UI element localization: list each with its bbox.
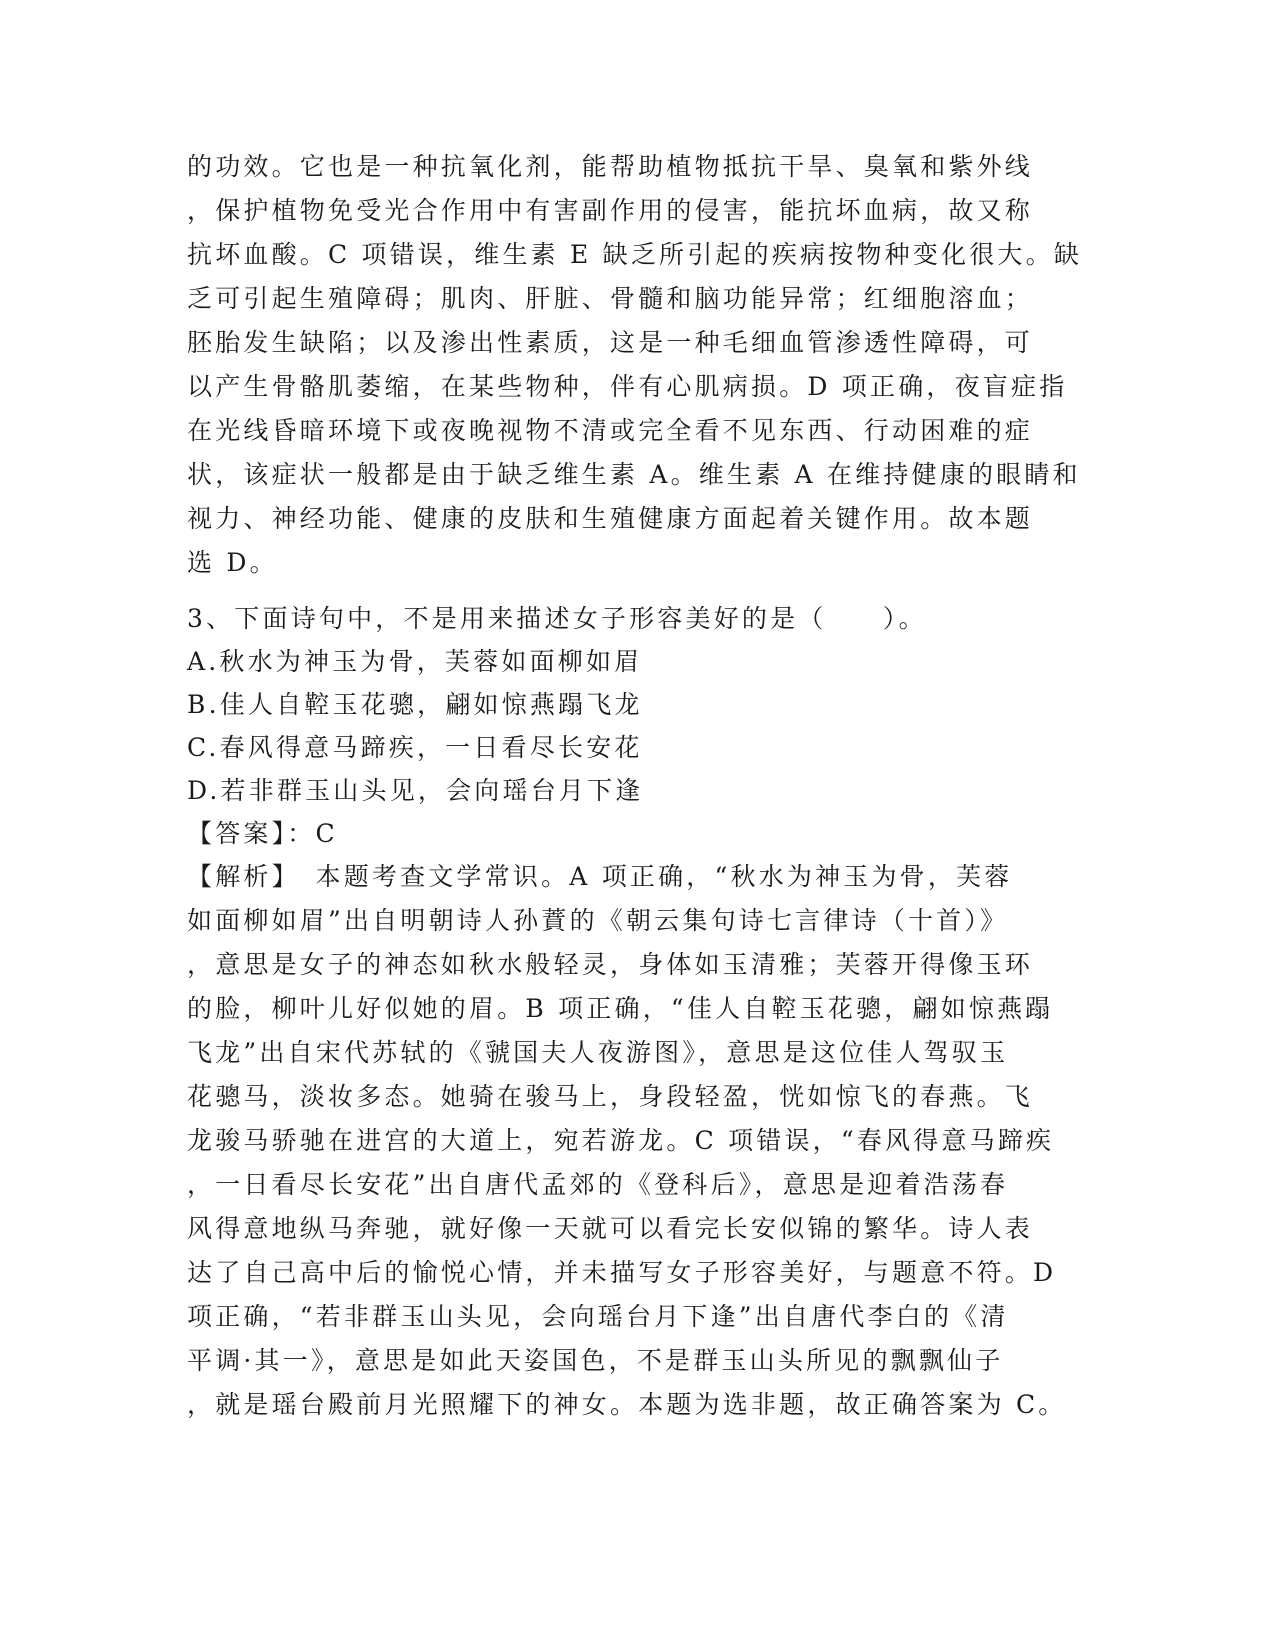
analysis-line: 的脸，柳叶儿好似她的眉。B 项正确，“佳人自鞚玉花骢，翩如惊燕蹋	[187, 994, 1054, 1023]
answer-line: 【答案】：C	[187, 819, 338, 848]
question-3	[187, 597, 1087, 1427]
analysis-line: 风得意地纵马奔驰，就好像一天就可以看完长安似锦的繁华。诗人表	[187, 1214, 1034, 1243]
question-stem: 3、下面诗句中，不是用来描述女子形容美好的是（ ）。	[187, 604, 927, 633]
analysis-line: 【解析】 本题考查文学常识。A 项正确，“秋水为神玉为骨，芙蓉	[187, 862, 1013, 891]
analysis-line: ，意思是女子的神态如秋水般轻灵，身体如玉清雅；芙蓉开得像玉环	[187, 950, 1034, 979]
analysis-line: 飞龙”出自宋代苏轼的《虢国夫人夜游图》，意思是这位佳人驾驭玉	[187, 1038, 1009, 1067]
analysis-line: 龙骏马骄驰在进宫的大道上，宛若游龙。C 项错误，“春风得意马蹄疾	[187, 1126, 1055, 1155]
option-b: B.佳人自鞚玉花骢，翩如惊燕蹋飞龙	[187, 690, 643, 719]
analysis-line: ，就是瑶台殿前月光照耀下的神女。本题为选非题，故正确答案为 C。	[187, 1390, 1067, 1419]
text-line: 以产生骨骼肌萎缩，在某些物种，伴有心肌病损。D 项正确，夜盲症指	[187, 372, 1068, 401]
text-line: 选 D。	[187, 548, 278, 577]
text-line: ，保护植物免受光合作用中有害副作用的侵害，能抗坏血病，故又称	[187, 196, 1034, 225]
text-line: 的功效。它也是一种抗氧化剂，能帮助植物抵抗干旱、臭氧和紫外线	[187, 152, 1034, 181]
text-line: 状，该症状一般都是由于缺乏维生素 A。维生素 A 在维持健康的眼睛和	[187, 460, 1081, 489]
text-line: 视力、神经功能、健康的皮肤和生殖健康方面起着关键作用。故本题	[187, 504, 1034, 533]
previous-explanation	[187, 145, 1087, 585]
analysis-line: 项正确，“若非群玉山头见，会向瑶台月下逢”出自唐代李白的《清	[187, 1302, 1009, 1331]
analysis-line: 平调·其一》，意思是如此天姿国色，不是群玉山头所见的飘飘仙子	[187, 1346, 1004, 1375]
option-d: D.若非群玉山头见，会向瑶台月下逢	[187, 776, 644, 805]
analysis-line: 达了自己高中后的愉悦心情，并未描写女子形容美好，与题意不符。D	[187, 1258, 1057, 1287]
text-line: 乏可引起生殖障碍；肌肉、肝脏、骨髓和脑功能异常；红细胞溶血；	[187, 284, 1034, 313]
text-line: 在光线昏暗环境下或夜晚视物不清或完全看不见东西、行动困难的症	[187, 416, 1034, 445]
option-c: C.春风得意马蹄疾，一日看尽长安花	[187, 733, 643, 762]
analysis-line: ，一日看尽长安花”出自唐代孟郊的《登科后》，意思是迎着浩荡春	[187, 1170, 1009, 1199]
text-line: 胚胎发生缺陷；以及渗出性素质，这是一种毛细血管渗透性障碍，可	[187, 328, 1034, 357]
option-a: A.秋水为神玉为骨，芙蓉如面柳如眉	[187, 647, 643, 676]
analysis-line: 如面柳如眉”出自明朝诗人孙蕡的《朝云集句诗七言律诗（十首）》	[187, 906, 1009, 935]
analysis-line: 花骢马，淡妆多态。她骑在骏马上，身段轻盈，恍如惊飞的春燕。飞	[187, 1082, 1034, 1111]
text-line: 抗坏血酸。C 项错误，维生素 E 缺乏所引起的疾病按物种变化很大。缺	[187, 240, 1083, 269]
